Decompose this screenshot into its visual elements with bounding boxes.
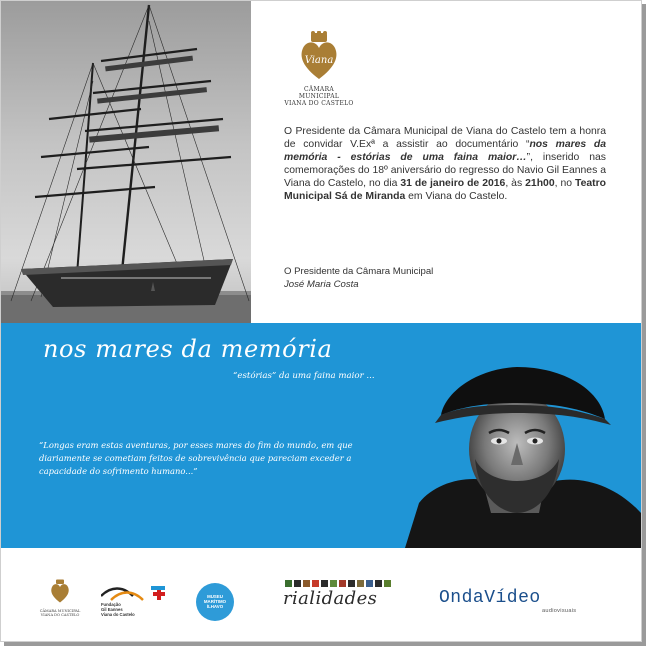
- logo-script-text: Viana: [304, 55, 334, 66]
- invitation-part-1: O Presidente da Câmara Municipal de Viana do Castelo tem a honra de convidar V.Exª a assistir ao documentário “: [284, 126, 606, 150]
- invitation-part-2: ”, inserido nas comemorações do 18º aniversário do regresso do Navio Gil Eannes a Viana do Castelo, no dia: [284, 152, 607, 189]
- museu-line2: MARÍTIMO: [203, 599, 227, 604]
- invitation-text: [284, 125, 606, 203]
- signature-role: O Presidente da Câmara Municipal: [284, 266, 434, 277]
- invitation-part-3: , às: [505, 178, 526, 189]
- sponsors-footer: [1, 548, 641, 641]
- documentary-title: nos mares da memória - estórias de uma faina maior…: [284, 139, 606, 163]
- footer-museu-logo: [195, 582, 235, 622]
- onda-video-subtitle: audiovisuais: [542, 608, 577, 614]
- fisherman-portrait: [405, 363, 641, 548]
- sailing-ship-photo: [1, 1, 251, 323]
- banner-subtitle: “estórias” da uma faina maior ...: [233, 371, 375, 381]
- footer-viana-emblem-icon: [49, 578, 71, 604]
- onda-video-wordmark: OndaVídeo: [439, 588, 541, 608]
- museu-line1: MUSEU: [207, 594, 223, 599]
- signature-name: José Maria Costa: [284, 279, 359, 290]
- footer-camara-logo: [39, 578, 81, 617]
- rialidades-wordmark: rialidades: [283, 588, 378, 609]
- fundacao-line1: Fundação: [101, 602, 121, 607]
- documentary-banner: [1, 323, 641, 548]
- fundacao-line3: Viana do Castelo: [101, 612, 135, 617]
- signature-block: [284, 265, 433, 291]
- invitation-part-5: em Viana do Castelo.: [405, 191, 508, 202]
- logo-caption-line1: CÂMARA MUNICIPAL: [298, 86, 340, 100]
- footer-onda-video-logo: [439, 588, 581, 620]
- museu-line3: ÍLHAVO: [206, 604, 224, 609]
- event-time: 21h00: [525, 178, 555, 189]
- event-date: 31 de janeiro de 2016: [400, 178, 506, 189]
- ship-illustration: [1, 1, 251, 323]
- fundacao-waves-cross-icon: [101, 586, 183, 602]
- footer-camara-line1: CÂMARA MUNICIPAL: [39, 609, 81, 613]
- event-venue: Teatro Municipal Sá de Miranda: [284, 178, 606, 202]
- banner-title: nos mares da memória: [43, 335, 333, 363]
- camara-viana-logo: [284, 31, 354, 107]
- fundacao-line2: Gil Eannes: [101, 607, 123, 612]
- footer-fundacao-logo: [101, 586, 183, 618]
- logo-caption-line2: VIANA DO CASTELO: [284, 100, 354, 107]
- rialidades-squares-icon: [285, 580, 407, 587]
- footer-rialidades-logo: [283, 580, 407, 609]
- invitation-part-4: , no: [554, 178, 576, 189]
- footer-camara-line2: VIANA DO CASTELO: [40, 613, 80, 618]
- banner-quote: “Longas eram estas aventuras, por esses mares do fim do mundo, em que diariamente se cometiam feitos de sobrevivência que pareciam exceder a capacidade do sofrimento humano...”: [39, 440, 353, 476]
